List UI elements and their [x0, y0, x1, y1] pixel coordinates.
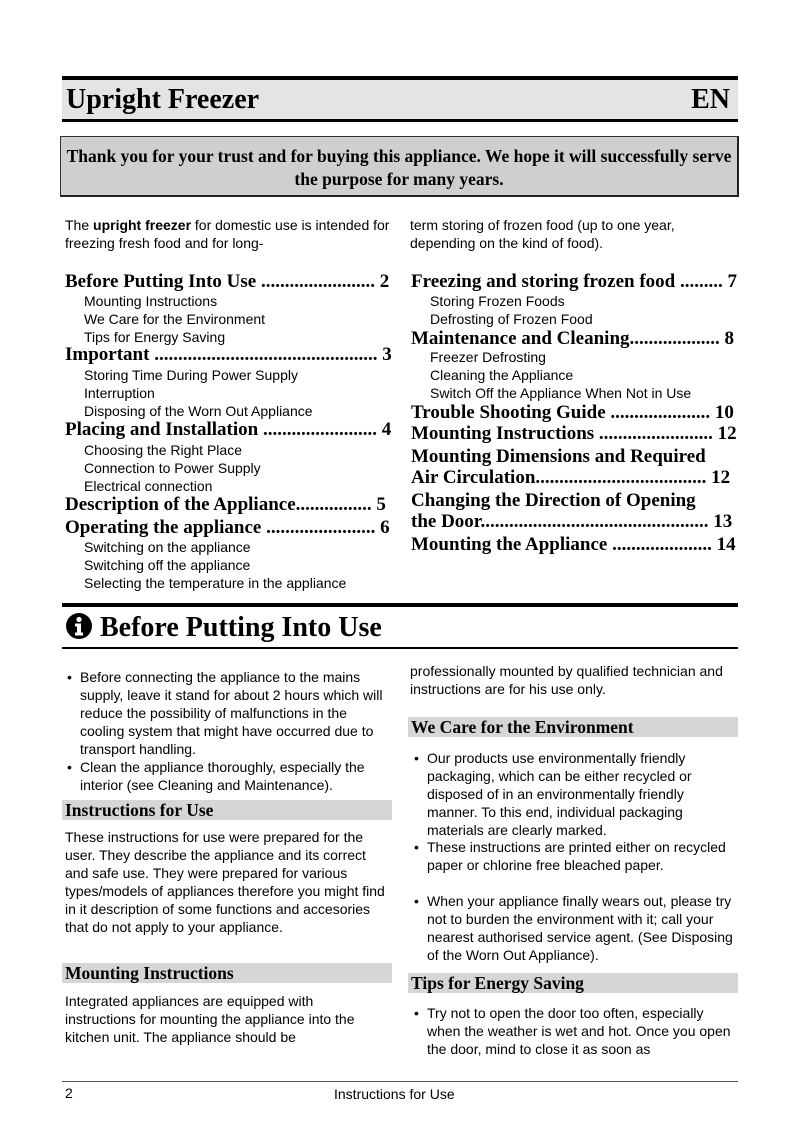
toc-entry: the Door................................................ 13 — [411, 511, 733, 532]
toc-subentry: Freezer Defrosting — [430, 349, 546, 365]
toc-entry: Operating the appliance ....................... 6 — [65, 517, 390, 538]
bullet-text: Our products use environmentally friendly packaging, which can be either recycled or disposed of in an environmentally friendly manner. To this end, individual packaging materials are clearly marked. — [427, 750, 692, 838]
intro-pre: The — [65, 217, 94, 233]
subheading-mounting-instructions: Mounting Instructions — [62, 963, 392, 983]
document-title: Upright Freezer — [66, 84, 260, 115]
mounting-text: Integrated appliances are equipped with instructions for mounting the appliance into the kitchen unit. The appliance should be — [65, 993, 355, 1045]
section-title: Before Putting Into Use — [100, 612, 382, 643]
toc-entry: Placing and Installation ........................ 4 — [65, 419, 392, 440]
bullet-item: • Clean the appliance thoroughly, especially the interior (see Cleaning and Maintenance). — [67, 759, 365, 793]
toc-subentry: Storing Frozen Foods — [430, 293, 565, 309]
instructions-text: These instructions for use were prepared for the user. They describe the appliance and its correct and safe use. They were prepared for various types/models of appliances therefore you might find in it description of some functions and accesories that do not apply to your appliance. — [65, 829, 385, 935]
toc-subentry: Choosing the Right Place — [84, 442, 242, 458]
toc-entry: Mounting Dimensions and Required — [411, 446, 706, 467]
footer-rule — [62, 1081, 738, 1082]
toc-entry: Trouble Shooting Guide ..................... 10 — [411, 402, 734, 423]
bullet-item: • These instructions are printed either on recycled paper or chlorine free bleached paper. — [414, 839, 726, 873]
toc-subentry: Mounting Instructions — [84, 293, 218, 309]
toc-subentry: Interruption — [84, 385, 155, 401]
toc-entry: Freezing and storing frozen food ......... 7 — [411, 271, 737, 292]
bullet-text: These instructions are printed either on recycled paper or chlorine free bleached paper. — [427, 839, 726, 873]
toc-subentry: Defrosting of Frozen Food — [430, 311, 593, 327]
bullet-item: • When your appliance finally wears out, please try not to burden the environment with it; call your nearest authorised service agent. (See Disposing of the Worn Out Appliance). — [414, 893, 733, 963]
toc-subentry: Switching on the appliance — [84, 539, 251, 555]
bullet-text: Before connecting the appliance to the mains supply, leave it stand for about 2 hours which will reduce the possibility of malfunctions in the cooling system that might have occurred due to transport handling. — [80, 669, 383, 757]
toc-entry: Air Circulation.................................... 12 — [411, 467, 731, 488]
subheading-energy-saving: Tips for Energy Saving — [408, 973, 738, 993]
intro-bold: upright freezer — [93, 217, 192, 233]
bullet-item: • Before connecting the appliance to the mains supply, leave it stand for about 2 hours which will reduce the possibility of malfunctions in the cooling system that might have occurred due to transport handling. — [67, 669, 383, 757]
intro-text-cont: term storing of frozen food (up to one year, depending on the kind of food). — [410, 217, 675, 251]
toc-subentry: We Care for the Environment — [84, 311, 266, 327]
toc-subentry: Storing Time During Power Supply — [84, 367, 298, 383]
subheading-environment: We Care for the Environment — [408, 717, 738, 737]
bullet-item: • Try not to open the door too often, especially when the weather is wet and hot. Once you open the door, mind to close it as soon as — [414, 1005, 731, 1057]
mounting-text-cont: professionally mounted by qualified technician and instructions are for his use only. — [410, 663, 723, 697]
language-code: EN — [691, 84, 730, 115]
toc-entry: Before Putting Into Use ........................ 2 — [65, 271, 390, 292]
header-bottom-rule — [62, 119, 738, 122]
bullet-text: Clean the appliance thoroughly, especially the interior (see Cleaning and Maintenance). — [80, 759, 365, 793]
bullet-item: • Our products use environmentally friendly packaging, which can be either recycled or disposed of in an environmentally friendly manner. To this end, individual packaging materials are clearly marked. — [414, 750, 692, 838]
toc-entry: Important ............................................... 3 — [65, 344, 392, 365]
toc-entry: Changing the Direction of Opening — [411, 490, 696, 511]
bullet-text: When your appliance finally wears out, please try not to burden the environment with it; call your nearest authorised service agent. (See Disposing of the Worn Out Appliance). — [427, 893, 733, 963]
toc-subentry: Electrical connection — [84, 478, 213, 494]
footer-label: Instructions for Use — [334, 1086, 455, 1102]
section-top-rule — [62, 603, 738, 607]
section-bottom-rule — [62, 647, 738, 649]
bullet-text: Try not to open the door too often, especially when the weather is wet and hot. Once you open the door, mind to close it as soon as — [427, 1005, 731, 1057]
subheading-instructions-for-use: Instructions for Use — [62, 800, 392, 820]
toc-subentry: Cleaning the Appliance — [430, 367, 574, 383]
toc-subentry: Switching off the appliance — [84, 557, 251, 573]
toc-entry: Description of the Appliance................ 5 — [65, 494, 386, 515]
toc-subentry: Selecting the temperature in the appliance — [84, 575, 347, 591]
page-number: 2 — [65, 1085, 73, 1101]
toc-entry: Mounting Instructions ........................ 12 — [411, 423, 737, 444]
thank-you-banner: Thank you for your trust and for buying this appliance. We hope it will successfully serve the purpose for many years. — [60, 136, 739, 197]
intro-text — [65, 216, 395, 252]
intro-post: for domestic use is intended for freezing fresh food and for long- — [65, 217, 390, 251]
toc-entry: Mounting the Appliance ..................... 14 — [411, 534, 736, 555]
toc-entry: Maintenance and Cleaning................... 8 — [411, 328, 735, 349]
toc-subentry: Tips for Energy Saving — [84, 329, 226, 345]
toc-subentry: Disposing of the Worn Out Appliance — [84, 403, 313, 419]
info-icon — [65, 612, 93, 645]
toc-subentry: Switch Off the Appliance When Not in Use — [430, 385, 692, 401]
toc-subentry: Connection to Power Supply — [84, 460, 261, 476]
